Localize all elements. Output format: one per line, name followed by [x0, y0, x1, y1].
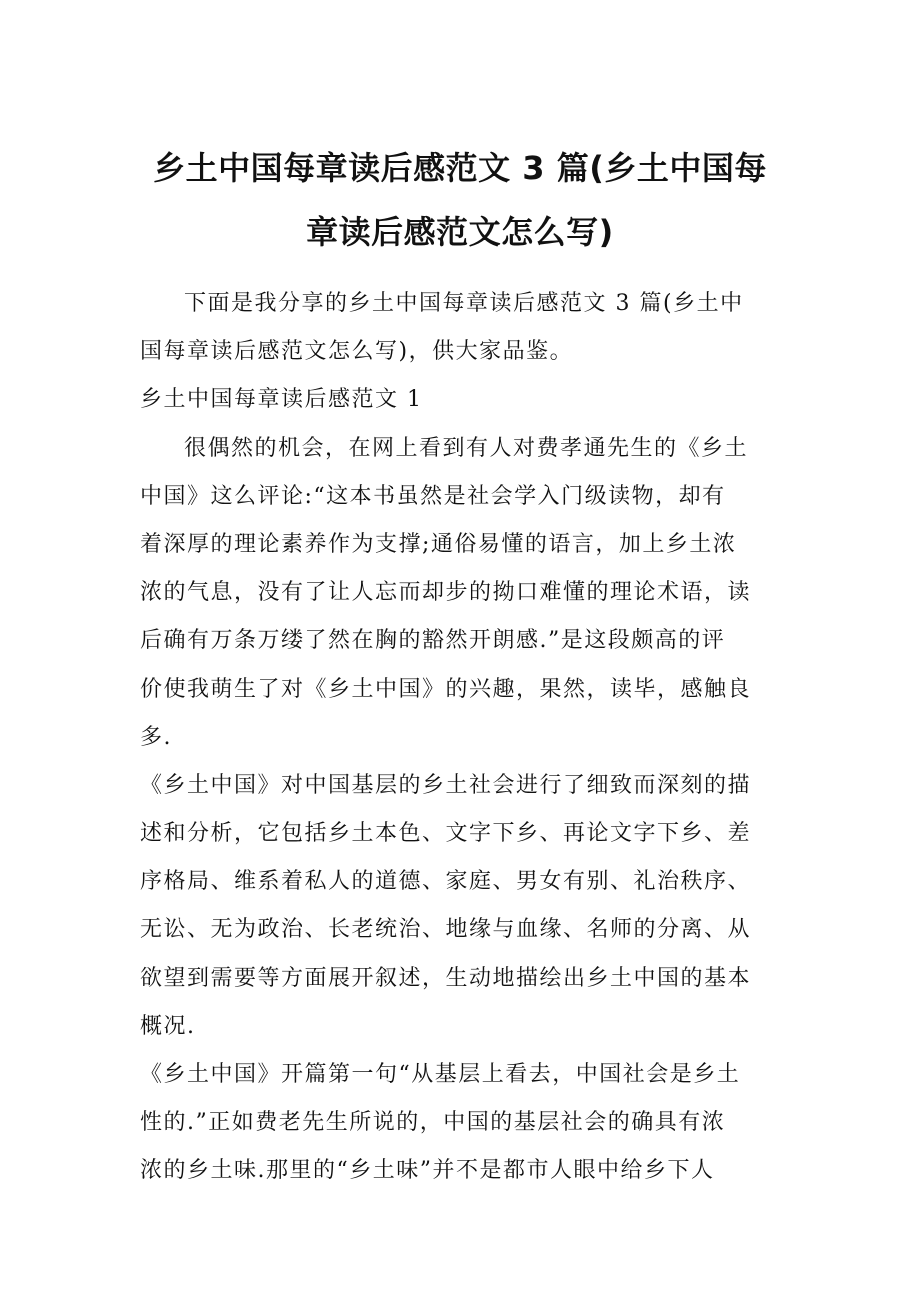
title-line-2: 章读后感范文怎么写)	[306, 213, 614, 251]
text-line: 很偶然的机会，在网上看到有人对费孝通先生的《乡土	[184, 435, 749, 461]
text-line: 国每章读后感范文怎么写)，供大家品鉴。	[140, 339, 574, 365]
text-line: 欲望到需要等方面展开叙述，生动地描绘出乡土中国的基本	[140, 965, 752, 991]
text-line: 概况.	[140, 1013, 196, 1039]
text-line: 浓的气息，没有了让人忘而却步的拗口难懂的理论术语，读	[140, 580, 752, 606]
text-line: 下面是我分享的乡土中国每章读后感范文 3 篇(乡土中	[184, 291, 744, 316]
text-line: 中国》这么评论:“这本书虽然是社会学入门级读物，却有	[140, 483, 726, 509]
document-title	[140, 136, 780, 264]
text-line: 述和分析，它包括乡土本色、文字下乡、再论文字下乡、差	[140, 821, 752, 847]
text-line: 《乡土中国》开篇第一句“从基层上看去，中国社会是乡土	[140, 1062, 741, 1087]
text-line: 多.	[140, 724, 172, 750]
document-body	[140, 280, 780, 1196]
text-line: 序格局、维系着私人的道德、家庭、男女有别、礼治秩序、	[140, 869, 752, 895]
text-line: 无讼、无为政治、长老统治、地缘与血缘、名师的分离、从	[140, 917, 752, 943]
text-line: 乡土中国每章读后感范文 1	[140, 387, 423, 413]
title-line-1: 乡土中国每章读后感范文 3 篇(乡土中国每	[153, 149, 767, 187]
text-line: 浓的乡土味.那里的“乡土味”并不是都市人眼中给乡下人	[140, 1158, 715, 1184]
text-line: 价使我萌生了对《乡土中国》的兴趣，果然，读毕，感触良	[140, 676, 752, 702]
text-line: 后确有万条万缕了然在胸的豁然开朗感.”是这段颇高的评	[140, 628, 726, 654]
text-line: 着深厚的理论素养作为支撑;通俗易懂的语言，加上乡土浓	[140, 531, 737, 557]
text-line: 《乡土中国》对中国基层的乡土社会进行了细致而深刻的描	[140, 772, 752, 798]
text-line: 性的.”正如费老先生所说的，中国的基层社会的确具有浓	[140, 1110, 726, 1136]
